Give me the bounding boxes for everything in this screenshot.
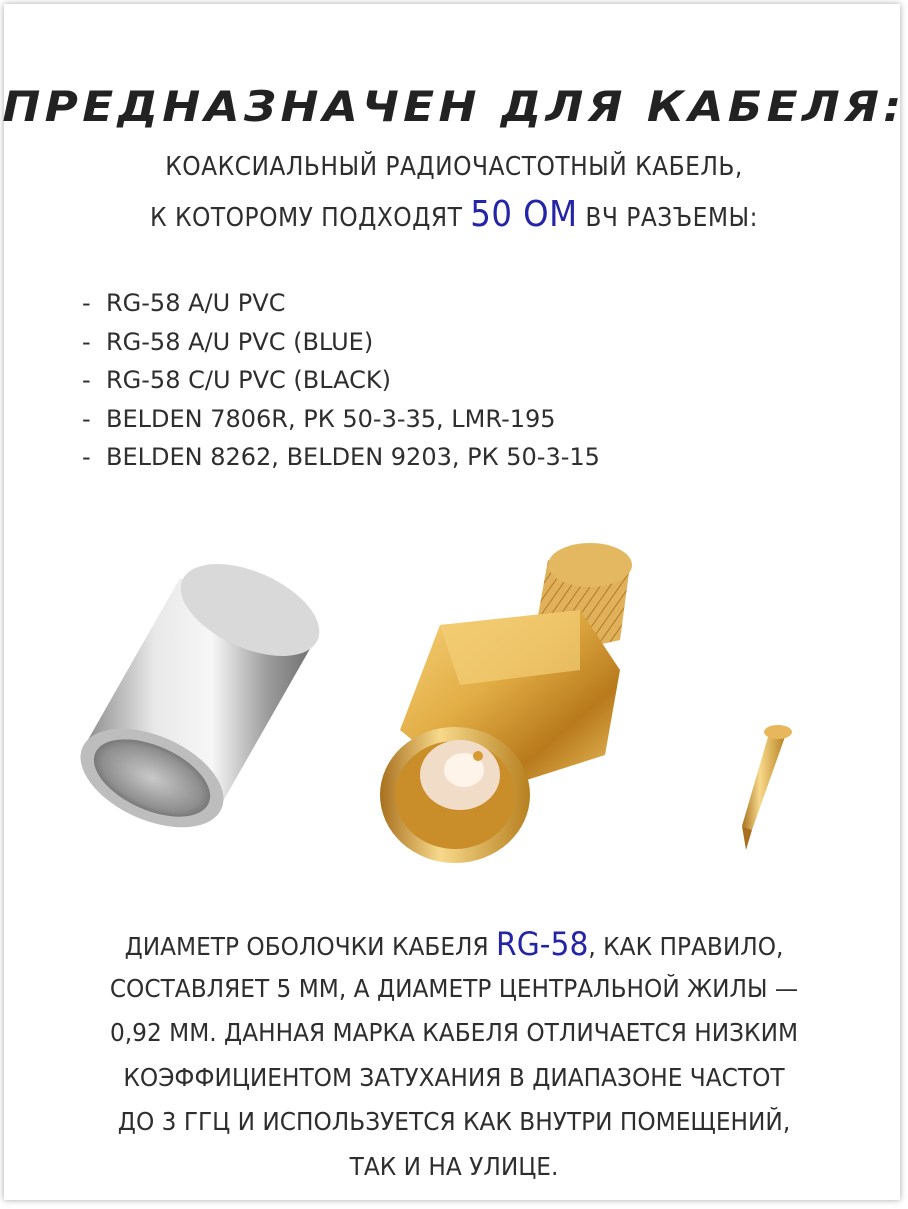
cable-name: RG-58 C/U PVC (BLACK): [106, 366, 392, 394]
list-item: - BELDEN 8262, BELDEN 9203, РК 50-3-15: [82, 443, 600, 471]
crimp-sleeve: [65, 545, 333, 847]
subtitle-suffix: ВЧ РАЗЪЕМЫ:: [577, 203, 758, 233]
list-item: - RG-58 A/U PVC: [82, 289, 286, 317]
description: [0, 922, 908, 1189]
cable-model-highlight: RG-58: [496, 925, 589, 963]
cable-name: RG-58 A/U PVC: [106, 289, 286, 317]
cable-name: RG-58 A/U PVC (BLUE): [106, 327, 374, 356]
list-item: - RG-58 C/U PVC (BLACK): [82, 366, 392, 394]
description-line-3: 0,92 ММ. ДАННАЯ МАРКА КАБЕЛЯ ОТЛИЧАЕТСЯ НИЗКИМ: [109, 1018, 799, 1047]
description-line-4: КОЭФФИЦИЕНТОМ ЗАТУХАНИЯ В ДИАПАЗОНЕ ЧАСТОТ: [123, 1062, 785, 1092]
cable-name: BELDEN 7806R, РК 50-3-35, LMR-195: [106, 404, 556, 433]
subtitle-line-1: КОАКСИАЛЬНЫЙ РАДИОЧАСТОТНЫЙ КАБЕЛЬ,: [165, 152, 743, 182]
description-text: ДИАМЕТР ОБОЛОЧКИ КАБЕЛЯ: [124, 932, 497, 961]
list-item: - RG-58 A/U PVC (BLUE): [82, 327, 374, 356]
description-line-6: ТАК И НА УЛИЦЕ.: [349, 1151, 559, 1181]
description-line-5: ДО 3 ГГЦ И ИСПОЛЬЗУЕТСЯ КАК ВНУТРИ ПОМЕЩЕНИЙ,: [117, 1107, 791, 1136]
subtitle-line-2: [45, 194, 862, 235]
cable-list: [82, 284, 600, 477]
sma-connector: [380, 543, 632, 863]
center-pin: [742, 725, 792, 850]
subtitle-prefix: К КОТОРОМУ ПОДХОДЯТ: [150, 203, 471, 233]
list-item: - BELDEN 7806R, РК 50-3-35, LMR-195: [82, 404, 556, 433]
page-title: ПРЕДНАЗНАЧЕН ДЛЯ КАБЕЛЯ:: [2, 82, 906, 131]
connector-kit-image: [60, 520, 860, 880]
cable-name: BELDEN 8262, BELDEN 9203, РК 50-3-15: [106, 443, 600, 471]
description-line-2: СОСТАВЛЯЕТ 5 ММ, А ДИАМЕТР ЦЕНТРАЛЬНОЙ ЖИЛЫ —: [109, 973, 799, 1003]
impedance-highlight: 50 ОМ: [470, 194, 578, 235]
description-text: , КАК ПРАВИЛО,: [588, 932, 784, 961]
description-line-1: [32, 922, 876, 967]
